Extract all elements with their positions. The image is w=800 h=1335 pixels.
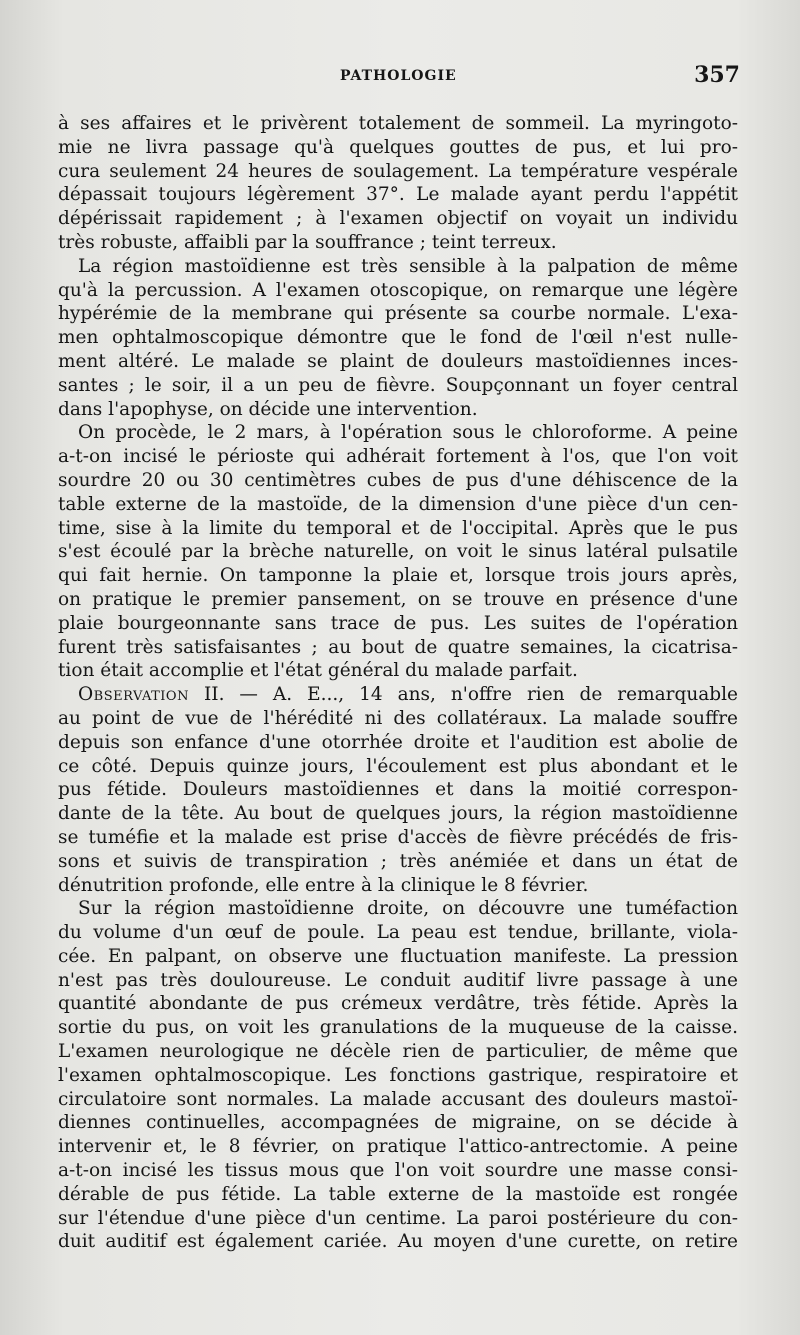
running-head: PATHOLOGIE	[340, 68, 457, 84]
text-line: dépassait toujours légèrement 37°. Le malade ayant perdu l'appétit	[58, 184, 738, 206]
text-line: à ses affaires et le privèrent totalement de sommeil. La myringoto-	[58, 113, 738, 134]
page-number: 357	[694, 62, 740, 88]
text-line: plaie bourgeonnante sans trace de pus. Les suites de l'opération	[58, 612, 738, 634]
text-line: duit auditif est également cariée. Au moyen d'une curette, on retire	[58, 1231, 738, 1253]
text-line: du volume d'un œuf de poule. La peau est tendue, brillante, viola-	[58, 922, 738, 944]
text-line: hypérémie de la membrane qui présente sa courbe normale. L'exa-	[58, 303, 738, 325]
text-line: dépérissait rapidement ; à l'examen objectif on voyait un individu	[58, 208, 738, 230]
text-line: on pratique le premier pansement, on se trouve en présence d'une	[58, 588, 738, 610]
paragraph	[58, 897, 738, 1254]
text-line: On procède, le 2 mars, à l'opération sous le chloroforme. A peine	[78, 422, 738, 444]
text-line: table externe de la mastoïde, de la dimension d'une pièce d'un cen-	[58, 493, 738, 515]
text-line: depuis son enfance d'une otorrhée droite et l'audition est abolie de	[58, 731, 738, 753]
observation-first-line: II. — A. E..., 14 ans, n'offre rien de remarquable	[203, 684, 738, 706]
text-line: time, sise à la limite du temporal et de l'occipital. Après que le pus	[58, 517, 738, 539]
text-line: ment altéré. Le malade se plaint de douleurs mastoïdiennes inces-	[58, 350, 738, 372]
text-line: La région mastoïdienne est très sensible à la palpation de même	[78, 255, 738, 277]
text-line: dénutrition profonde, elle entre à la clinique le 8 février.	[58, 874, 589, 896]
text-line: au point de vue de l'hérédité ni des collatéraux. La malade souffre	[58, 707, 738, 729]
text-line: très robuste, affaibli par la souffrance ; teint terreux.	[58, 231, 557, 253]
text-line: cée. En palpant, on observe une fluctuation manifeste. La pression	[58, 945, 738, 967]
text-line: dante de la tête. Au bout de quelques jours, la région mastoïdienne	[58, 803, 738, 825]
text-line: Sur la région mastoïdienne droite, on découvre une tuméfaction	[78, 898, 738, 920]
text-line: dérable de pus fétide. La table externe de la mastoïde est rongée	[58, 1183, 738, 1205]
text-line: furent très satisfaisantes ; au bout de quatre semaines, la cicatrisa-	[58, 636, 738, 658]
text-line: ce côté. Depuis quinze jours, l'écoulement est plus abondant et le	[58, 755, 738, 777]
text-line: diennes continuelles, accompagnées de migraine, on se décide à	[58, 1112, 738, 1134]
paragraph	[58, 112, 738, 255]
text-line	[58, 683, 738, 707]
text-line: quantité abondante de pus crémeux verdâtre, très fétide. Après la	[58, 993, 738, 1015]
page-header	[60, 62, 740, 92]
paragraph-observation	[58, 683, 738, 897]
paragraph	[58, 255, 738, 422]
text-line: santes ; le soir, il a un peu de fièvre. Soupçonnant un foyer central	[58, 374, 738, 396]
observation-label: Observation	[78, 684, 189, 706]
text-line: sortie du pus, on voit les granulations de la muqueuse de la caisse.	[58, 1017, 738, 1039]
text-line: se tuméfie et la malade est prise d'accès de fièvre précédés de fris-	[58, 826, 738, 848]
text-line: intervenir et, le 8 février, on pratique l'attico-antrectomie. A peine	[58, 1136, 738, 1158]
text-line: cura seulement 24 heures de soulagement. La température vespérale	[58, 160, 738, 182]
text-line: L'examen neurologique ne décèle rien de particulier, de même que	[58, 1041, 738, 1063]
text-line: pus fétide. Douleurs mastoïdiennes et dans la moitié correspon-	[58, 779, 738, 801]
text-line: sons et suivis de transpiration ; très anémiée et dans un état de	[58, 850, 738, 872]
text-line: sur l'étendue d'une pièce d'un centime. La paroi postérieure du con-	[58, 1207, 738, 1229]
text-line: n'est pas très douloureuse. Le conduit auditif livre passage à une	[58, 969, 738, 991]
text-line: men ophtalmoscopique démontre que le fond de l'œil n'est nulle-	[58, 327, 738, 349]
body-text	[58, 112, 738, 1254]
text-line: a-t-on incisé les tissus mous que l'on voit sourdre une masse consi-	[58, 1160, 738, 1182]
text-line: circulatoire sont normales. La malade accusant des douleurs mastoï-	[58, 1088, 738, 1110]
text-line: qu'à la percussion. A l'examen otoscopique, on remarque une légère	[58, 279, 738, 301]
text-line: s'est écoulé par la brèche naturelle, on voit le sinus latéral pulsatile	[58, 541, 738, 563]
text-line: tion était accomplie et l'état général du malade parfait.	[58, 660, 578, 682]
text-line: l'examen ophtalmoscopique. Les fonctions gastrique, respiratoire et	[58, 1064, 738, 1086]
text-line: a-t-on incisé le périoste qui adhérait fortement à l'os, que l'on voit	[58, 446, 738, 468]
text-line: qui fait hernie. On tamponne la plaie et, lorsque trois jours après,	[58, 565, 738, 587]
text-line: dans l'apophyse, on décide une intervention.	[58, 398, 478, 420]
text-line: sourdre 20 ou 30 centimètres cubes de pus d'une déhiscence de la	[58, 469, 738, 491]
paragraph	[58, 421, 738, 683]
text-line: mie ne livra passage qu'à quelques gouttes de pus, et lui pro-	[58, 136, 738, 158]
